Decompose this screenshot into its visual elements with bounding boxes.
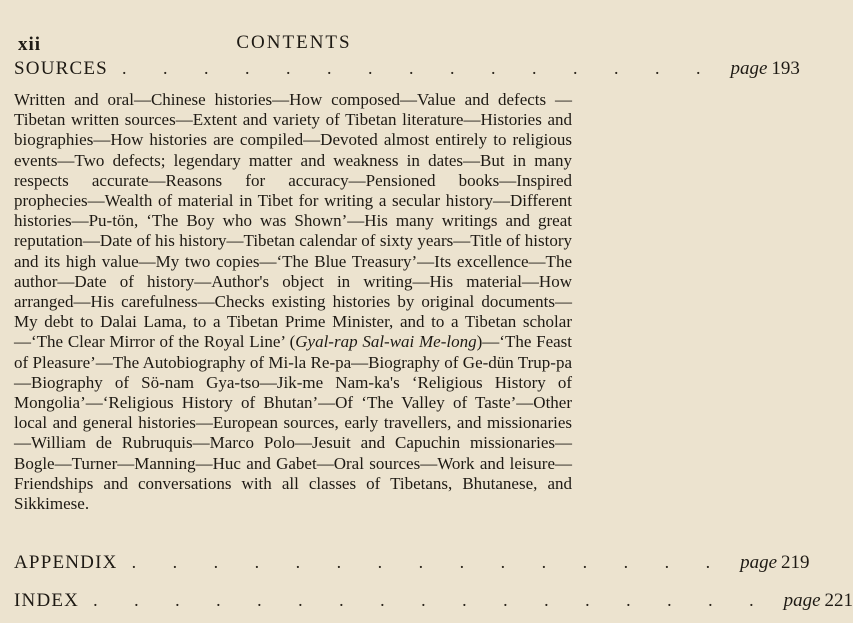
summary-text-2: )—‘The Feast of Pleasure’—The Autobiography of Mi-la Re-pa—Biography of Ge-dün Trup-pa—Biography of Sö-nam Gya-tso—Jik-me Nam-ka's ‘Religious History of Mongolia’—‘Religious History of Bhutan’—Of ‘The Valley of Taste’—Other local and general histories—European sources, early travellers, and missionaries—William de Rubruquis—Marco Polo—Jesuit and Capuchin missionaries—Bogle—Turner—Manning—Huc and Gabet—Oral sources—Work and leisure—Friendships and conversations with all classes of Tibetans, Bhutanese, and Sikkimese.: [14, 332, 573, 514]
toc-entry-sources: [14, 58, 800, 84]
page-title: CONTENTS: [236, 32, 352, 53]
summary-italic-title: Gyal-rap Sal-wai Me-long: [295, 332, 477, 352]
toc-page-ref: [784, 590, 853, 612]
toc-leader-dots: . . . . . . . . . . . . . . .: [121, 58, 717, 78]
chapter-summary: [14, 90, 572, 514]
page-number: 193: [771, 58, 800, 79]
toc-page-ref: [730, 58, 799, 80]
page-number: 219: [781, 552, 810, 573]
page-folio: xii: [18, 34, 42, 55]
toc-leader-dots: . . . . . . . . . . . . . . . . .: [93, 590, 770, 610]
toc-entry-index: [14, 590, 853, 616]
toc-leader-dots: . . . . . . . . . . . . . . .: [131, 552, 727, 572]
toc-page-ref: [740, 552, 809, 574]
toc-entry-label: INDEX: [14, 590, 80, 611]
page-number: 221: [824, 590, 853, 611]
toc-entry-appendix: [14, 552, 810, 578]
summary-paragraph: [14, 90, 572, 514]
toc-entry-label: SOURCES: [14, 58, 108, 79]
page-word: page: [783, 590, 821, 611]
toc-entry-label: APPENDIX: [14, 552, 118, 573]
summary-text-1: Written and oral—Chinese histories—How composed—Value and defects —Tibetan written sources—Extent and variety of Tibetan literature—Histories and biographies—How histories are compiled—Devoted almost entirely to religious events—Two defects; legendary matter and weakness in dates—But in many respects accurate—Reasons for accuracy—Pensioned books—Inspired prophecies—Wealth of material in Tibet for writing a secular history—Different histories—Pu-tön, ‘The Boy who was Shown’—His many writings and great reputation—Date of his history—Tibetan calendar of sixty years—Title of history and its high value—My two copies—‘The Blue Treasury’—Its excellence—The author—Date of history—Author's object in writing—His material—How arranged—His carefulness—Checks existing histories by original documents—My debt to Dalai Lama, to a Tibetan Prime Minister, and to a Tibetan scholar—‘The Clear Mirror of the Royal Line’ (: [14, 90, 572, 352]
running-header: [14, 32, 574, 56]
page-word: page: [730, 58, 768, 79]
page-word: page: [740, 552, 777, 573]
